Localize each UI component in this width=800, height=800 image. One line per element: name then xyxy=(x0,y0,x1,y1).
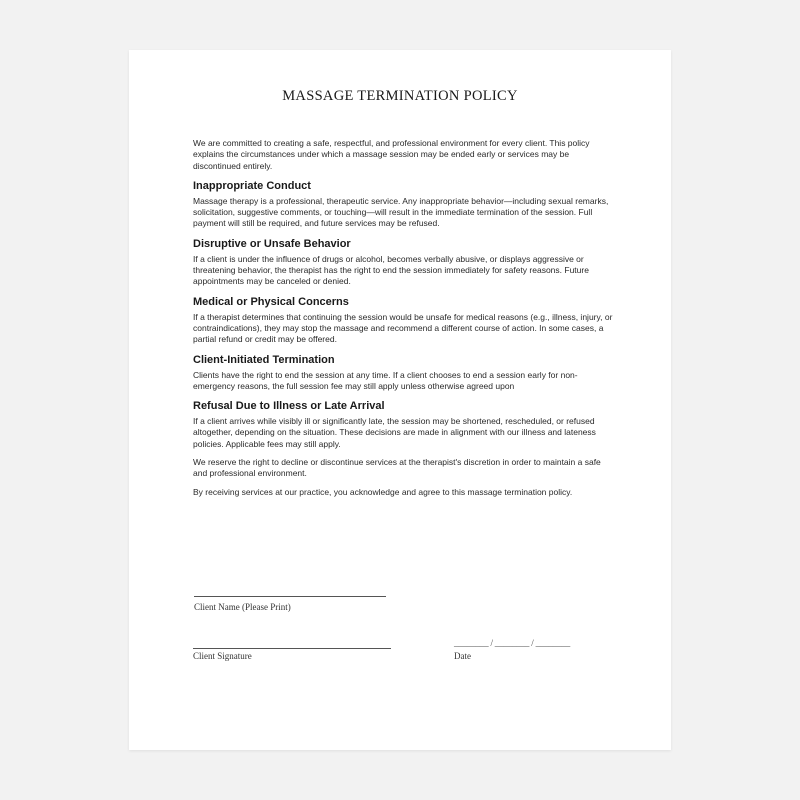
document-page xyxy=(129,50,671,750)
client-signature-label: Client Signature xyxy=(193,651,252,661)
section-heading-client-initiated: Client-Initiated Termination xyxy=(193,353,335,366)
client-name-line[interactable] xyxy=(194,596,386,597)
client-name-label: Client Name (Please Print) xyxy=(194,602,291,612)
section-text-disruptive-behavior: If a client is under the influence of drugs or alcohol, becomes verbally abusive, or displays aggressive or threatening behavior, the therapist has the right to end the session immediately for safety reasons. Future appointments may be canceled or denied. xyxy=(193,253,589,287)
section-text-client-initiated: Clients have the right to end the session at any time. If a client chooses to end a session early for non-emergency reasons, the full session fee may still apply unless otherwise agreed upon xyxy=(193,369,578,391)
section-heading-refusal-illness: Refusal Due to Illness or Late Arrival xyxy=(193,400,385,413)
document-title: MASSAGE TERMINATION POLICY xyxy=(282,88,518,104)
acknowledge-paragraph: By receiving services at our practice, you acknowledge and agree to this massage termination policy. xyxy=(193,486,573,497)
section-text-medical-concerns: If a therapist determines that continuing the session would be unsafe for medical reasons (e.g., illness, injury, or contraindications), they may stop the massage and recommend a different course of action. In some cases, a partial refund or credit may be offered. xyxy=(193,311,613,345)
reserve-paragraph: We reserve the right to decline or discontinue services at the therapist's discretion in order to maintain a safe and professional environment. xyxy=(193,457,601,479)
date-blank-field[interactable]: ________ / ________ / ________ xyxy=(454,638,571,648)
section-text-inappropriate-conduct: Massage therapy is a professional, therapeutic service. Any inappropriate behavior—including sexual remarks, solicitation, suggestive comments, or touching—will result in the immediate termination of the session. Full payment will still be required, and future services may be refused. xyxy=(193,195,609,229)
section-heading-medical-concerns: Medical or Physical Concerns xyxy=(193,295,349,308)
section-text-refusal-illness: If a client arrives while visibly ill or significantly late, the session may be shortened, rescheduled, or refused altogether, depending on the situation. These decisions are made in alignment with our illness and lateness policies. Applicable fees may still apply. xyxy=(193,416,596,449)
date-label: Date xyxy=(454,651,471,661)
client-signature-line[interactable] xyxy=(193,648,391,649)
section-heading-disruptive-behavior: Disruptive or Unsafe Behavior xyxy=(193,237,351,250)
section-heading-inappropriate-conduct: Inappropriate Conduct xyxy=(193,179,311,192)
intro-paragraph: We are committed to creating a safe, respectful, and professional environment for every client. This policy explains the circumstances under which a massage session may be ended early or services may be discontinued entirely. xyxy=(193,138,590,171)
document-body xyxy=(193,138,613,505)
